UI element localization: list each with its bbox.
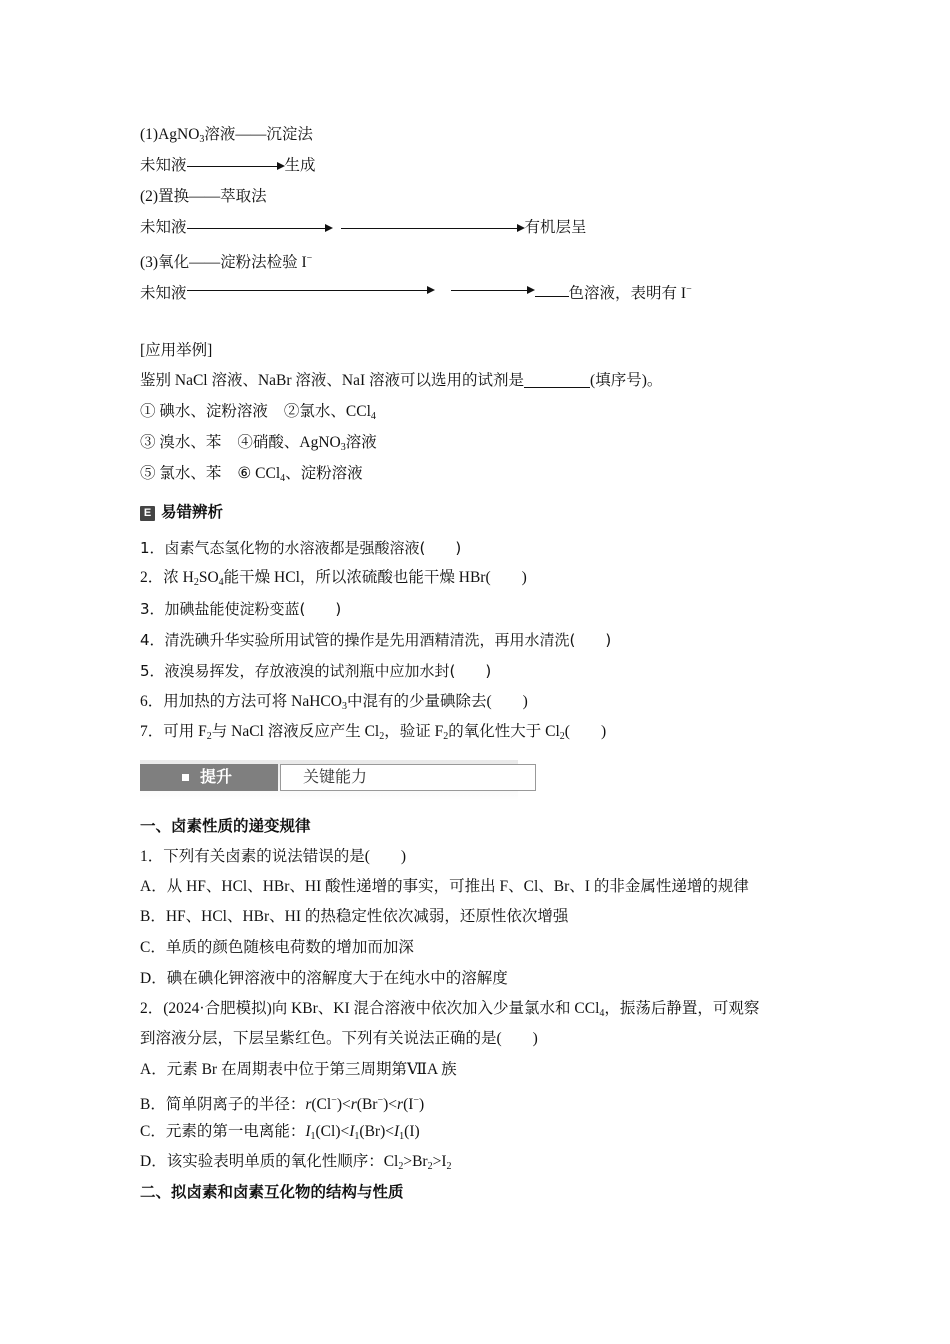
method-2-title: (2)置换——萃取法 xyxy=(140,188,267,205)
question-2-option-a: A．元素 Br 在周期表中位于第三周期第ⅦA 族 xyxy=(140,1061,457,1078)
method-2-flow: 未知液 有机层呈 xyxy=(140,217,587,239)
application-options-row-3: ⑤ 氯水、苯 ⑥ CCl$_4$、淀粉溶液 xyxy=(140,465,363,484)
method-1-flow: 未知液 生成 xyxy=(140,155,316,177)
question-1-option-d: D．碘在碘化钾溶液中的溶解度大于在纯水中的溶解度 xyxy=(140,970,508,987)
banner-label-right: 关键能力 xyxy=(280,764,536,791)
section-1-heading: 一、卤素性质的递变规律 xyxy=(140,818,311,835)
arrow-icon xyxy=(187,279,435,301)
question-2-option-d: D．该实验表明单质的氧化性顺序：$Cl_2>Br_2>I_2$ xyxy=(140,1153,452,1172)
error-item-6: 6．用加热的方法可将 NaHCO$_3$中混有的少量碘除去( ) xyxy=(140,693,528,712)
method-3-flow: 未知液 色溶液，表明有 I− xyxy=(140,279,692,305)
method-3-title: (3)氧化——淀粉法检验 I− xyxy=(140,253,313,271)
question-1-option-a: A．从 HF、HCl、HBr、HI 酸性递增的事实，可推出 F、Cl、Br、I 的非金属性递增的规律 xyxy=(140,878,749,895)
error-analysis-icon: E xyxy=(140,506,155,521)
error-item-7: 7．可用 $F_2$与 NaCl 溶液反应产生 $Cl_2$，验证 $F_2$的氧化性大于 $Cl_2$( ) xyxy=(140,723,607,742)
error-item-5: 5．液溴易挥发，存放液溴的试剂瓶中应加水封( ) xyxy=(140,662,492,680)
question-2-line-2: 到溶液分层，下层呈紫红色。下列有关说法正确的是( ) xyxy=(140,1030,538,1047)
application-options-row-2: ③ 溴水、苯 ④硝酸、AgNO$_3$溶液 xyxy=(140,434,377,453)
question-2-option-c: C．元素的第一电离能：$I_1(Cl)<I_1(Br)<I_1(I)$ xyxy=(140,1123,420,1142)
error-item-1: 1．卤素气态氢化物的水溶液都是强酸溶液( ) xyxy=(140,539,462,557)
application-heading: [应用举例] xyxy=(140,342,213,359)
application-options-row-1: ① 碘水、淀粉溶液 ②氯水、CCl$_4$ xyxy=(140,403,376,422)
question-2-line-1: 2．(2024·合肥模拟)向 KBr、KI 混合溶液中依次加入少量氯水和 CCl$_4$，振荡后静置，可观察 xyxy=(140,1000,760,1019)
error-item-3: 3．加碘盐能使淀粉变蓝( ) xyxy=(140,600,342,618)
square-icon xyxy=(182,774,189,781)
application-question: 鉴别 NaCl 溶液、NaBr 溶液、NaI 溶液可以选用的试剂是 (填序号)。 xyxy=(140,372,663,389)
question-1-option-b: B．HF、HCl、HBr、HI 的热稳定性依次减弱，还原性依次增强 xyxy=(140,908,569,925)
key-ability-banner xyxy=(140,760,518,800)
section-2-heading: 二、拟卤素和卤素互化物的结构与性质 xyxy=(140,1184,404,1201)
error-analysis-heading: E 易错辨析 xyxy=(140,502,223,524)
error-item-4: 4．清洗碘升华实验所用试管的操作是先用酒精清洗，再用水清洗( ) xyxy=(140,631,612,649)
arrow-icon xyxy=(451,279,535,301)
banner-label-left: 提升 xyxy=(140,764,278,791)
arrow-icon xyxy=(341,217,525,239)
question-1-option-c: C．单质的颜色随核电荷数的增加而加深 xyxy=(140,939,414,956)
method-1-title: (1)AgNO$_3$溶液——沉淀法 xyxy=(140,126,313,145)
question-2-option-b: B．简单阴离子的半径：r(Cl−)<r(Br−)<r(I−) xyxy=(140,1095,425,1113)
answer-blank[interactable] xyxy=(524,370,590,388)
arrow-icon xyxy=(187,155,285,177)
error-item-2: 2．浓 $H_2SO_4$能干燥 HCl，所以浓硫酸也能干燥 HBr( ) xyxy=(140,569,527,588)
question-1: 1．下列有关卤素的说法错误的是( ) xyxy=(140,848,407,865)
answer-blank[interactable] xyxy=(535,279,569,297)
arrow-icon xyxy=(187,217,333,239)
